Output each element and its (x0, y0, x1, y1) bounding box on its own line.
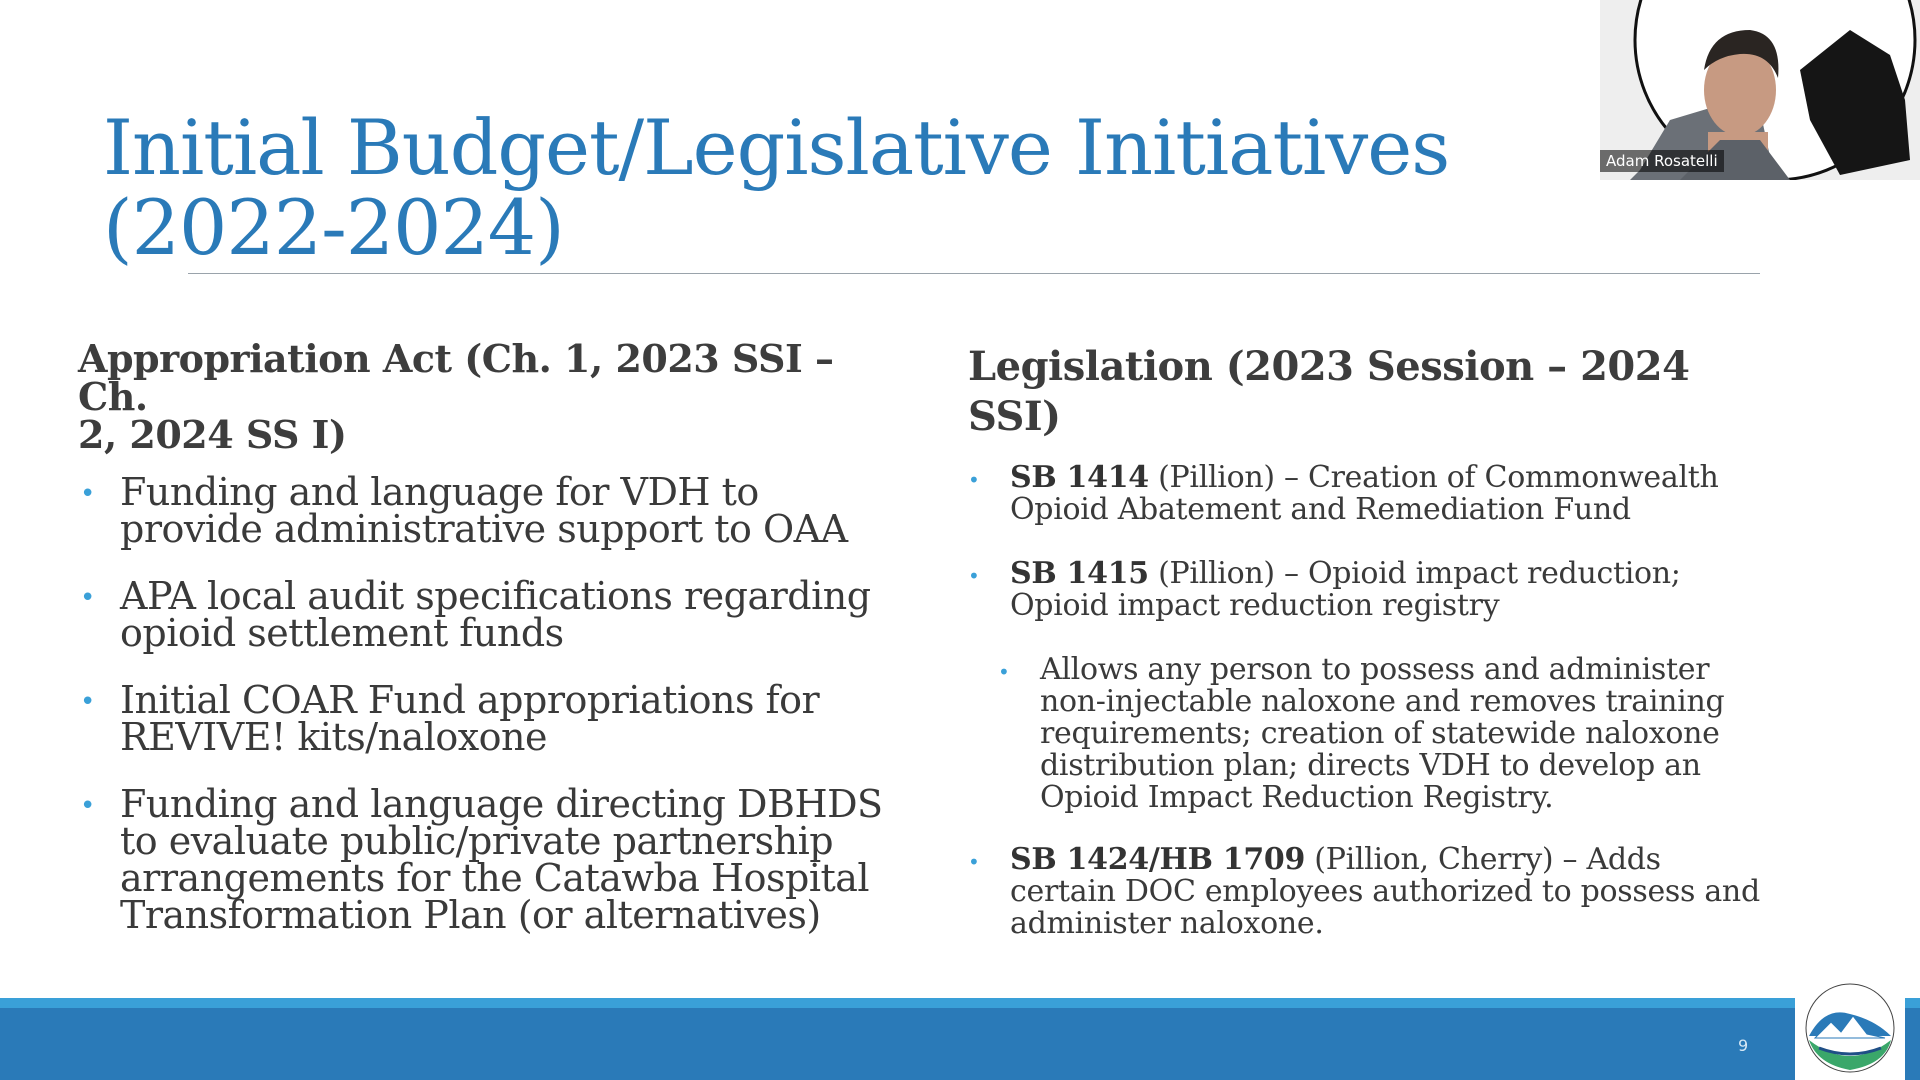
bullet-icon: • (80, 687, 95, 717)
bullet-icon: • (998, 660, 1010, 684)
sub-list-item (998, 654, 1768, 814)
legislation-column (968, 342, 1768, 972)
appropriation-act-heading (78, 336, 888, 457)
bullet-icon: • (968, 468, 980, 492)
legislation-list (968, 462, 1768, 940)
bill-description: (Pillion, Cherry) – Adds certain DOC employees authorized to possess and administer naloxone. (1010, 842, 1760, 941)
bullet-icon: • (80, 479, 95, 509)
slide-title-line2: (2022-2024) (103, 183, 564, 272)
title-divider (188, 273, 1760, 274)
bill-number: SB 1414 (1010, 460, 1149, 495)
bullet-icon: • (80, 583, 95, 613)
footer-band (0, 1008, 1920, 1080)
list-item-text: Initial COAR Fund appropriations for REVIVE! kits/naloxone (120, 678, 820, 759)
bill-number: SB 1424/HB 1709 (1010, 842, 1306, 877)
appropriation-heading-line2: 2, 2024 SS I) (78, 412, 347, 457)
bill-description: (Pillion) – Opioid impact reduction; Opioid impact reduction registry (1010, 556, 1681, 623)
bill-number: SB 1415 (1010, 556, 1149, 591)
oaa-logo-icon (1795, 976, 1905, 1080)
slide-title-line1: Initial Budget/Legislative Initiatives (103, 103, 1450, 192)
slide-title (103, 103, 1533, 272)
bill-description: (Pillion) – Creation of Commonwealth Opioid Abatement and Remediation Fund (1010, 460, 1719, 527)
list-item (78, 782, 888, 937)
list-item-text: Funding and language for VDH to provide administrative support to OAA (120, 470, 848, 551)
list-item (968, 558, 1768, 622)
appropriation-list (78, 470, 888, 937)
list-item (78, 470, 888, 551)
appropriation-heading-line1: Appropriation Act (Ch. 1, 2023 SSI – Ch. (78, 336, 834, 419)
bullet-icon: • (968, 564, 980, 588)
list-item (968, 462, 1768, 526)
footer-accent-band (0, 998, 1920, 1008)
appropriation-act-column (78, 336, 888, 964)
participant-name-label: Adam Rosatelli (1600, 150, 1724, 172)
bullet-icon: • (968, 850, 980, 874)
oaa-logo (1795, 976, 1905, 1080)
page-number: 9 (1738, 1036, 1749, 1055)
legislation-heading: Legislation (2023 Session – 2024 SSI) (968, 343, 1690, 440)
list-item (78, 678, 888, 759)
sub-item-text: Allows any person to possess and administer non-injectable naloxone and removes training requirements; creation of statewide naloxone distribution plan; directs VDH to develop an Opioid Impact Reduction Registry. (1040, 652, 1725, 815)
list-item (968, 844, 1768, 940)
list-item-text: Funding and language directing DBHDS to evaluate public/private partnership arrangements for the Catawba Hospital Transformation Plan (or alternatives) (120, 782, 883, 937)
list-item (78, 574, 888, 655)
list-item-text: APA local audit specifications regarding opioid settlement funds (120, 574, 871, 655)
bullet-icon: • (80, 791, 95, 821)
